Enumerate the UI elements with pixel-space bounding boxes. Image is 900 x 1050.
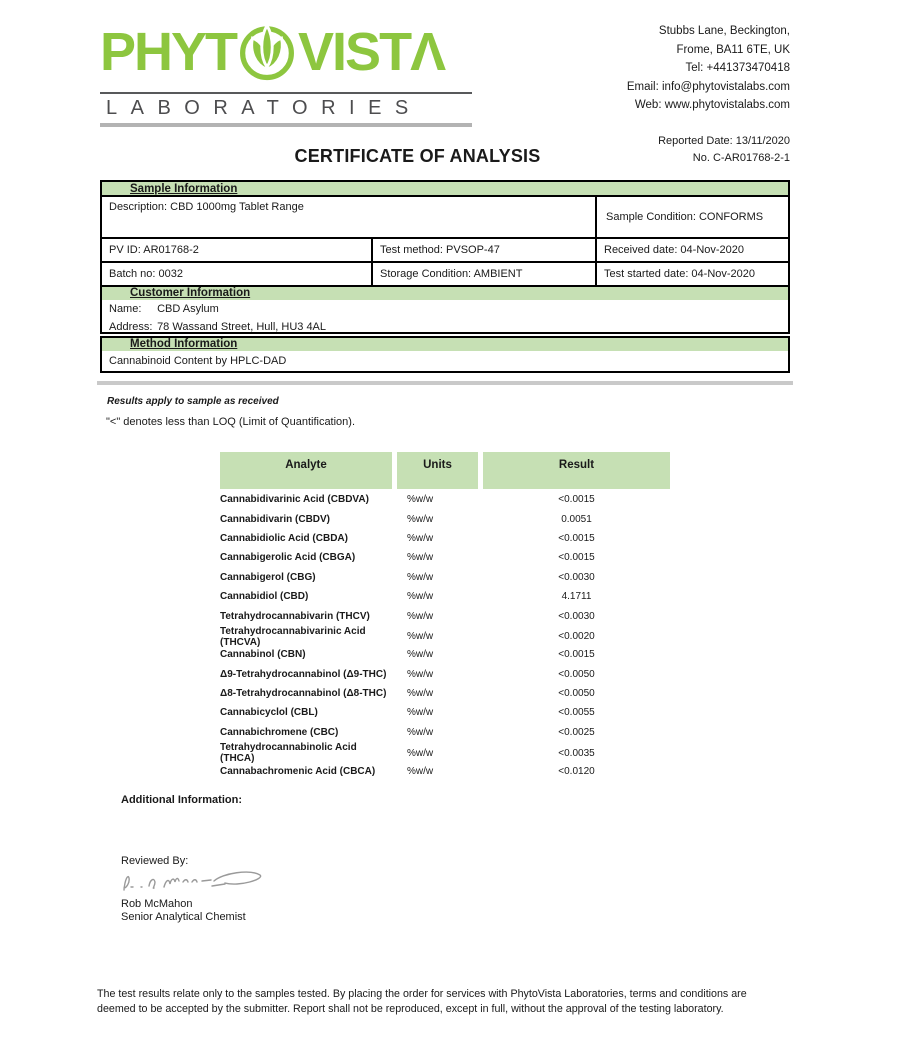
- result-analyte: Cannabigerol (CBG): [220, 571, 316, 583]
- footer-line1: The test results relate only to the samples tested. By placing the order for services with PhytoVista Laboratories, terms and conditions are: [97, 988, 747, 1000]
- reviewer-name: Rob McMahon: [121, 898, 193, 910]
- pv-id-cell: PV ID: AR01768-2: [102, 239, 373, 261]
- result-units: %w/w: [407, 513, 434, 525]
- result-analyte: Tetrahydrocannabinolic Acid (THCA): [220, 742, 357, 765]
- sample-information-title: Sample Information: [130, 183, 238, 195]
- sample-condition-cell: Sample Condition: CONFORMS: [606, 211, 764, 223]
- section-divider: [97, 381, 793, 385]
- result-row: [220, 606, 670, 625]
- results-note: Results apply to sample as received: [107, 396, 279, 407]
- column-header-units: Units: [397, 452, 478, 489]
- result-value: <0.0120: [558, 765, 595, 777]
- page-title: CERTIFICATE OF ANALYSIS: [294, 146, 541, 166]
- contact-address-line1: Stubbs Lane, Beckington,: [658, 25, 790, 37]
- result-row: [220, 761, 670, 780]
- report-number: No. C-AR01768-2-1: [692, 152, 790, 164]
- batch-no-cell: Batch no: 0032: [102, 263, 373, 285]
- logo-text-part3: Λ: [410, 22, 445, 82]
- result-value: <0.0035: [558, 747, 595, 759]
- test-started-date-cell: Test started date: 04-Nov-2020: [604, 268, 756, 280]
- result-value: <0.0050: [558, 668, 595, 680]
- result-units: %w/w: [407, 765, 434, 777]
- customer-name-line: [109, 303, 788, 315]
- logo-text-part1: PHYT: [100, 22, 237, 82]
- result-analyte: Cannabigerolic Acid (CBGA): [220, 552, 356, 564]
- results-table: [220, 452, 670, 781]
- result-value: 4.1711: [561, 591, 592, 603]
- result-row: [220, 548, 670, 567]
- method-information-box: [100, 351, 790, 373]
- signature-image: [118, 866, 270, 896]
- results-table-body: [220, 490, 670, 781]
- result-value: <0.0030: [558, 571, 595, 583]
- result-analyte: Δ8-Tetrahydrocannabinol (Δ8-THC): [220, 688, 387, 700]
- result-value: <0.0015: [558, 649, 595, 661]
- column-header-result: Result: [483, 452, 670, 489]
- phytovista-logo: [100, 14, 472, 127]
- result-analyte: Tetrahydrocannabivarin (THCV): [220, 610, 370, 622]
- result-row: [220, 625, 670, 648]
- result-analyte: Cannabidiol (CBD): [220, 591, 309, 603]
- result-value: <0.0055: [558, 707, 595, 719]
- result-units: %w/w: [407, 707, 434, 719]
- result-units: %w/w: [407, 494, 434, 506]
- logo-subtitle: LABORATORIES: [100, 92, 472, 127]
- result-analyte: Cannabinol (CBN): [220, 649, 306, 661]
- result-units: %w/w: [407, 688, 434, 700]
- result-value: 0.0051: [561, 513, 592, 525]
- test-method-cell: Test method: PVSOP-47: [373, 239, 597, 261]
- reviewer-title: Senior Analytical Chemist: [121, 911, 246, 923]
- sample-description-cell: Description: CBD 1000mg Tablet Range: [102, 197, 597, 237]
- result-units: %w/w: [407, 552, 434, 564]
- result-analyte: Δ9-Tetrahydrocannabinol (Δ9-THC): [220, 668, 387, 680]
- result-value: <0.0020: [558, 631, 595, 643]
- result-value: <0.0015: [558, 552, 595, 564]
- result-units: %w/w: [407, 747, 434, 759]
- result-row: [220, 742, 670, 765]
- customer-address-label: Address:: [109, 321, 153, 333]
- result-analyte: Cannabidivarinic Acid (CBDVA): [220, 494, 369, 506]
- results-table-header: [220, 452, 670, 489]
- result-row: [220, 568, 670, 587]
- result-value: <0.0015: [558, 494, 595, 506]
- sample-row-ids: [102, 239, 788, 263]
- result-units: %w/w: [407, 610, 434, 622]
- customer-name-value: CBD Asylum: [157, 303, 219, 315]
- customer-information-title: Customer Information: [130, 287, 251, 299]
- result-row: [220, 665, 670, 684]
- result-row: [220, 490, 670, 509]
- reviewed-by-label: Reviewed By:: [121, 855, 189, 867]
- result-row: [220, 703, 670, 722]
- contact-phone: Tel: +441373470418: [685, 62, 790, 74]
- result-units: %w/w: [407, 571, 434, 583]
- footer-line2: deemed to be accepted by the submitter. Report shall not be reproduced, except in full, without the approval of the testing laboratory.: [97, 1003, 724, 1015]
- result-units: %w/w: [407, 726, 434, 738]
- result-analyte: Cannabicyclol (CBL): [220, 707, 318, 719]
- lab-contact-block: [627, 22, 790, 115]
- sample-information-table: [100, 180, 790, 287]
- additional-information-label: Additional Information:: [121, 794, 242, 806]
- result-value: <0.0025: [558, 726, 595, 738]
- result-row: [220, 684, 670, 703]
- customer-name-label: Name:: [109, 303, 142, 315]
- result-units: %w/w: [407, 649, 434, 661]
- customer-address-line: [109, 321, 788, 333]
- sample-row-batch: [102, 263, 788, 285]
- result-row: [220, 587, 670, 606]
- result-analyte: Tetrahydrocannabivarinic Acid (THCVA): [220, 625, 366, 648]
- result-units: %w/w: [407, 532, 434, 544]
- method-value: Cannabinoid Content by HPLC-DAD: [109, 355, 287, 367]
- leaf-icon: [238, 23, 296, 81]
- sample-information-header: [102, 182, 788, 197]
- result-row: [220, 509, 670, 528]
- result-row: [220, 529, 670, 548]
- result-row: [220, 645, 670, 664]
- result-analyte: Cannabidivarin (CBDV): [220, 513, 331, 525]
- loq-note: "<" denotes less than LOQ (Limit of Quantification).: [106, 416, 356, 428]
- result-units: %w/w: [407, 668, 434, 680]
- result-value: <0.0030: [558, 610, 595, 622]
- result-analyte: Cannabichromene (CBC): [220, 726, 339, 738]
- customer-information-box: [100, 300, 790, 334]
- result-analyte: Cannabidiolic Acid (CBDA): [220, 532, 348, 544]
- reported-date: Reported Date: 13/11/2020: [658, 135, 790, 147]
- footer-disclaimer: [97, 987, 832, 1017]
- result-units: %w/w: [407, 591, 434, 603]
- result-value: <0.0015: [558, 532, 595, 544]
- result-units: %w/w: [407, 631, 434, 643]
- contact-web: Web: www.phytovistalabs.com: [634, 99, 790, 111]
- contact-email: Email: info@phytovistalabs.com: [626, 80, 790, 93]
- result-analyte: Cannabachromenic Acid (CBCA): [220, 765, 376, 777]
- contact-address-line2: Frome, BA11 6TE, UK: [676, 43, 790, 56]
- result-row: [220, 723, 670, 742]
- sample-row-description: [102, 197, 788, 239]
- logo-wordmark: [100, 14, 472, 90]
- column-header-analyte: Analyte: [220, 452, 392, 489]
- customer-address-value: 78 Wassand Street, Hull, HU3 4AL: [157, 321, 327, 333]
- received-date-cell: Received date: 04-Nov-2020: [604, 244, 745, 256]
- logo-text-part2: VIST: [298, 22, 411, 82]
- storage-condition-cell: Storage Condition: AMBIENT: [373, 263, 597, 285]
- method-information-title: Method Information: [130, 338, 238, 350]
- result-value: <0.0050: [558, 688, 595, 700]
